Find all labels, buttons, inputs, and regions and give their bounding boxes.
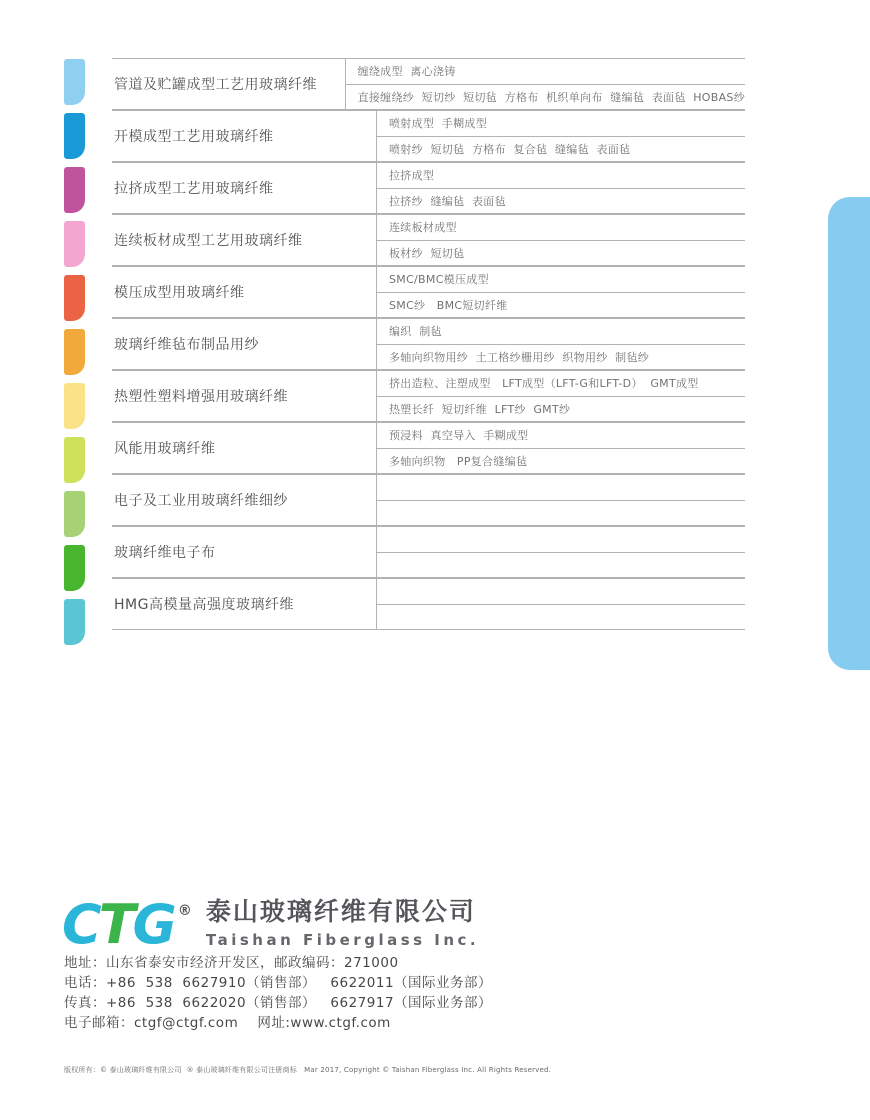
group-separator: [112, 265, 745, 267]
registered-trademark-icon: ®: [177, 903, 192, 919]
table-row: [112, 267, 745, 317]
company-logo-block: [62, 886, 480, 956]
category-color-tab: [64, 221, 85, 267]
group-separator: [112, 577, 745, 579]
category-color-tab: [64, 545, 85, 591]
category-color-tab: [64, 437, 85, 483]
category-label: HMG高模量高强度玻璃纤维: [114, 597, 294, 613]
company-names: [206, 886, 479, 949]
table-row: [112, 215, 745, 265]
products-cell: [376, 579, 745, 629]
table-row: [112, 527, 745, 577]
group-separator: [112, 161, 745, 163]
process-types-row: 喷射成型 手糊成型: [377, 111, 745, 137]
category-label: 开模成型工艺用玻璃纤维: [114, 129, 274, 145]
category-label: 连续板材成型工艺用玻璃纤维: [114, 233, 303, 249]
products-cell: [376, 111, 745, 161]
product-types-row: 多轴向织物用纱 土工格纱栅用纱 织物用纱 制毡纱: [389, 350, 650, 364]
process-types-row: 预浸料 真空导入 手糊成型: [377, 423, 745, 449]
table-row: [112, 371, 745, 421]
category-label: 模压成型用玻璃纤维: [114, 285, 245, 301]
logo-letter-g: G: [132, 893, 174, 956]
product-types-row: [377, 553, 745, 578]
products-cell: [376, 267, 745, 317]
category-color-tab: [64, 491, 85, 537]
table-row: [112, 475, 745, 525]
logo-letter-c: C: [62, 893, 99, 956]
table-row: [112, 423, 745, 473]
process-types-row: 挤出造粒、注塑成型 LFT成型（LFT-G和LFT-D） GMT成型: [377, 371, 745, 397]
products-cell: [376, 215, 745, 265]
company-name-en: Taishan Fiberglass Inc.: [205, 931, 480, 949]
group-separator: [112, 473, 745, 475]
company-name-cn: 泰山玻璃纤维有限公司: [205, 897, 476, 926]
product-types-row: 热塑长纤 短切纤维 LFT纱 GMT纱: [389, 402, 571, 416]
process-types-row: [377, 475, 745, 501]
group-separator: [112, 421, 745, 423]
category-color-tab: [64, 59, 85, 105]
group-separator: [112, 213, 745, 215]
contact-info: [64, 953, 492, 1033]
product-types-row: 拉挤纱 缝编毡 表面毡: [389, 194, 506, 208]
product-types-row: SMC纱 BMC短切纤维: [389, 298, 508, 312]
product-types-row: [377, 605, 745, 630]
ctg-logo: [62, 886, 192, 956]
product-types-row: 多轴向织物 PP复合缝编毡: [389, 454, 528, 468]
table-row: [112, 319, 745, 369]
contact-line: 电子邮箱：ctgf@ctgf.com 网址:www.ctgf.com: [64, 1015, 391, 1031]
category-label: 热塑性塑料增强用玻璃纤维: [114, 389, 288, 405]
products-cell: [376, 527, 745, 577]
copyright-line: 版权所有：© 泰山玻璃纤维有限公司 ® 泰山玻璃纤维有限公司注册商标 Mar 2017, Copyright © Taishan Fiberglass Inc. All Rights Reserved.: [64, 1066, 552, 1074]
contact-line: 传真：+86 538 6622020（销售部） 6627917（国际业务部）: [64, 995, 493, 1011]
category-color-tab: [64, 599, 85, 645]
group-separator: [112, 109, 745, 111]
group-separator: [112, 369, 745, 371]
process-types-row: 缠绕成型 离心浇铸: [346, 59, 745, 85]
products-cell: [376, 163, 745, 213]
products-cell: [376, 475, 745, 525]
product-types-row: 直接缠绕纱 短切纱 短切毡 方格布 机织单向布 缝编毡 表面毡 HOBAS纱: [357, 90, 745, 104]
table-row: [112, 163, 745, 213]
table-row: [112, 579, 745, 629]
category-color-tab: [64, 113, 85, 159]
category-color-tab: [64, 167, 85, 213]
category-color-tab: [64, 275, 85, 321]
product-types-row: [377, 501, 745, 526]
process-types-row: 拉挤成型: [377, 163, 745, 189]
process-types-row: 连续板材成型: [377, 215, 745, 241]
table-row: [112, 59, 745, 109]
category-label: 风能用玻璃纤维: [114, 441, 216, 457]
products-cell: [345, 59, 745, 109]
group-separator: [112, 525, 745, 527]
contact-line: 地址：山东省泰安市经济开发区，邮政编码：271000: [64, 955, 399, 971]
product-table: [112, 58, 745, 630]
group-separator: [112, 317, 745, 319]
logo-letter-t: T: [98, 893, 133, 956]
category-color-tab: [64, 329, 85, 375]
page-edge-tab: [828, 197, 870, 670]
products-cell: [376, 319, 745, 369]
process-types-row: 编织 制毡: [377, 319, 745, 345]
process-types-row: SMC/BMC模压成型: [377, 267, 745, 293]
category-label: 电子及工业用玻璃纤维细纱: [114, 493, 288, 509]
process-types-row: [377, 579, 745, 605]
process-types-row: [377, 527, 745, 553]
category-label: 玻璃纤维毡布制品用纱: [114, 337, 259, 353]
product-types-row: 喷射纱 短切毡 方格布 复合毡 缝编毡 表面毡: [389, 142, 631, 156]
category-label: 拉挤成型工艺用玻璃纤维: [114, 181, 274, 197]
category-tab-column: [64, 59, 85, 653]
category-label: 管道及贮罐成型工艺用玻璃纤维: [114, 77, 317, 93]
contact-line: 电话：+86 538 6627910（销售部） 6622011（国际业务部）: [64, 975, 493, 991]
products-cell: [376, 423, 745, 473]
category-label: 玻璃纤维电子布: [114, 545, 216, 561]
table-row: [112, 111, 745, 161]
products-cell: [376, 371, 745, 421]
category-color-tab: [64, 383, 85, 429]
product-types-row: 板材纱 短切毡: [389, 246, 465, 260]
